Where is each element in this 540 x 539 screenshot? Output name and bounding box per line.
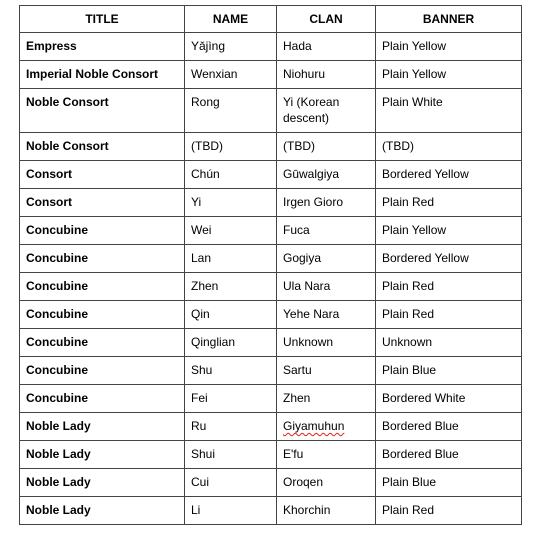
- cell-text: Plain Yellow: [382, 67, 447, 81]
- cell-text: Bordered White: [382, 391, 466, 405]
- cell-banner: [376, 89, 522, 133]
- cell-text: Ru: [191, 419, 207, 433]
- cell-text: Qin: [191, 307, 210, 321]
- cell-text: Noble Lady: [26, 503, 91, 517]
- cell-banner: [376, 189, 522, 217]
- cell-title: [20, 217, 185, 245]
- cell-text: Consort: [26, 195, 72, 209]
- cell-clan: [277, 441, 376, 469]
- cell-clan: [277, 161, 376, 189]
- cell-banner: [376, 133, 522, 161]
- cell-title: [20, 61, 185, 89]
- cell-text: Plain Red: [382, 307, 435, 321]
- table-row: [20, 273, 522, 301]
- cell-text: Li: [191, 503, 201, 517]
- cell-text: Plain Red: [382, 279, 435, 293]
- table-row: [20, 497, 522, 525]
- cell-clan: [277, 245, 376, 273]
- cell-text: Shu: [191, 363, 213, 377]
- cell-text: Shui: [191, 447, 216, 461]
- table-row: [20, 329, 522, 357]
- cell-clan: [277, 469, 376, 497]
- cell-name: [185, 497, 277, 525]
- cell-title: [20, 33, 185, 61]
- table-row: [20, 469, 522, 497]
- cell-banner: [376, 245, 522, 273]
- cell-text: Concubine: [26, 279, 88, 293]
- cell-title: [20, 189, 185, 217]
- cell-name: [185, 245, 277, 273]
- cell-banner: [376, 329, 522, 357]
- cell-name: [185, 413, 277, 441]
- cell-text: Fei: [191, 391, 208, 405]
- cell-text: Noble Consort: [26, 95, 109, 109]
- table-row: [20, 133, 522, 161]
- cell-text: Bordered Yellow: [382, 251, 469, 265]
- cell-text: Qinglian: [191, 335, 236, 349]
- cell-text: (TBD): [283, 139, 315, 153]
- table-row: [20, 189, 522, 217]
- cell-clan: [277, 61, 376, 89]
- table-row: [20, 441, 522, 469]
- cell-text: Noble Lady: [26, 447, 91, 461]
- cell-banner: [376, 33, 522, 61]
- cell-title: [20, 357, 185, 385]
- cell-name: [185, 385, 277, 413]
- cell-text: Concubine: [26, 363, 88, 377]
- cell-clan: [277, 329, 376, 357]
- cell-clan: [277, 133, 376, 161]
- table-row: [20, 413, 522, 441]
- consorts-table: [19, 5, 522, 525]
- cell-banner: [376, 413, 522, 441]
- cell-text: Gūwalgiya: [283, 167, 340, 181]
- cell-title: [20, 273, 185, 301]
- header-title: TITLE: [20, 6, 185, 33]
- cell-banner: [376, 161, 522, 189]
- cell-text: Wei: [191, 223, 212, 237]
- cell-title: [20, 133, 185, 161]
- cell-text: Concubine: [26, 251, 88, 265]
- cell-title: [20, 89, 185, 133]
- cell-text: (TBD): [191, 139, 223, 153]
- cell-banner: [376, 357, 522, 385]
- cell-clan: [277, 413, 376, 441]
- cell-text: Noble Consort: [26, 139, 109, 153]
- cell-text: Cui: [191, 475, 210, 489]
- cell-text: Noble Lady: [26, 475, 91, 489]
- cell-title: [20, 245, 185, 273]
- cell-clan: [277, 357, 376, 385]
- cell-text: Rong: [191, 95, 220, 109]
- cell-banner: [376, 441, 522, 469]
- table-row: [20, 357, 522, 385]
- cell-name: [185, 217, 277, 245]
- cell-clan: [277, 385, 376, 413]
- cell-text: Unknown: [382, 335, 433, 349]
- cell-text: Hada: [283, 39, 312, 53]
- misspelled-word[interactable]: Giyamuhun: [283, 419, 345, 433]
- cell-banner: [376, 61, 522, 89]
- cell-name: [185, 273, 277, 301]
- cell-text: Consort: [26, 167, 72, 181]
- cell-text: Bordered Blue: [382, 419, 459, 433]
- cell-name: [185, 33, 277, 61]
- cell-name: [185, 357, 277, 385]
- cell-name: [185, 161, 277, 189]
- cell-banner: [376, 301, 522, 329]
- cell-clan: [277, 217, 376, 245]
- cell-text: Khorchin: [283, 503, 331, 517]
- cell-text: Zhen: [283, 391, 311, 405]
- cell-text: Empress: [26, 39, 77, 53]
- table-row: [20, 217, 522, 245]
- cell-clan: [277, 189, 376, 217]
- cell-text: Lan: [191, 251, 212, 265]
- cell-name: [185, 133, 277, 161]
- table-row: [20, 61, 522, 89]
- cell-banner: [376, 273, 522, 301]
- cell-name: [185, 189, 277, 217]
- cell-text: Bordered Yellow: [382, 167, 469, 181]
- cell-text: Plain Blue: [382, 363, 437, 377]
- cell-text: Noble Lady: [26, 419, 91, 433]
- cell-clan: [277, 273, 376, 301]
- cell-text: Oroqen: [283, 475, 324, 489]
- cell-banner: [376, 469, 522, 497]
- table-row: [20, 385, 522, 413]
- cell-text: (TBD): [382, 139, 414, 153]
- cell-text: Plain Red: [382, 503, 435, 517]
- cell-clan: [277, 33, 376, 61]
- header-clan: CLAN: [277, 6, 376, 33]
- cell-text: Sartu: [283, 363, 312, 377]
- cell-text: Plain White: [382, 95, 443, 109]
- cell-name: [185, 301, 277, 329]
- cell-banner: [376, 217, 522, 245]
- cell-text: Yi: [191, 195, 202, 209]
- cell-text: Chún: [191, 167, 220, 181]
- cell-text: Gogiya: [283, 251, 322, 265]
- cell-text: Concubine: [26, 307, 88, 321]
- cell-text: Concubine: [26, 223, 88, 237]
- cell-text: Niohuru: [283, 67, 326, 81]
- header-name: NAME: [185, 6, 277, 33]
- table-row: [20, 245, 522, 273]
- cell-text: Imperial Noble Consort: [26, 67, 159, 81]
- cell-banner: [376, 385, 522, 413]
- cell-text: Concubine: [26, 391, 88, 405]
- cell-title: [20, 329, 185, 357]
- cell-text: Irgen Gioro: [283, 195, 344, 209]
- cell-name: [185, 441, 277, 469]
- cell-text: Ula Nara: [283, 279, 331, 293]
- cell-text: Yehe Nara: [283, 307, 340, 321]
- cell-text: Wenxian: [191, 67, 238, 81]
- table-row: [20, 161, 522, 189]
- cell-text: Bordered Blue: [382, 447, 459, 461]
- cell-name: [185, 469, 277, 497]
- cell-title: [20, 385, 185, 413]
- table-row: [20, 301, 522, 329]
- cell-clan: [277, 497, 376, 525]
- cell-title: [20, 301, 185, 329]
- cell-clan: [277, 89, 376, 133]
- cell-text: Unknown: [283, 335, 334, 349]
- cell-text: Plain Yellow: [382, 39, 447, 53]
- cell-text: Plain Red: [382, 195, 435, 209]
- cell-name: [185, 329, 277, 357]
- table-row: [20, 33, 522, 61]
- cell-title: [20, 469, 185, 497]
- table-row: [20, 89, 522, 133]
- cell-text: Concubine: [26, 335, 88, 349]
- cell-text: Plain Yellow: [382, 223, 447, 237]
- cell-text: Yǎjìng: [191, 39, 226, 53]
- cell-title: [20, 497, 185, 525]
- cell-banner: [376, 497, 522, 525]
- cell-name: [185, 89, 277, 133]
- cell-title: [20, 441, 185, 469]
- cell-title: [20, 413, 185, 441]
- cell-text: Zhen: [191, 279, 219, 293]
- cell-clan: [277, 301, 376, 329]
- header-banner: BANNER: [376, 6, 522, 33]
- cell-text: Yi (Korean descent): [283, 95, 340, 125]
- cell-name: [185, 61, 277, 89]
- cell-text: Fuca: [283, 223, 310, 237]
- cell-text: E'fu: [283, 447, 304, 461]
- cell-text: Plain Blue: [382, 475, 437, 489]
- table-header-row: [20, 6, 522, 33]
- cell-title: [20, 161, 185, 189]
